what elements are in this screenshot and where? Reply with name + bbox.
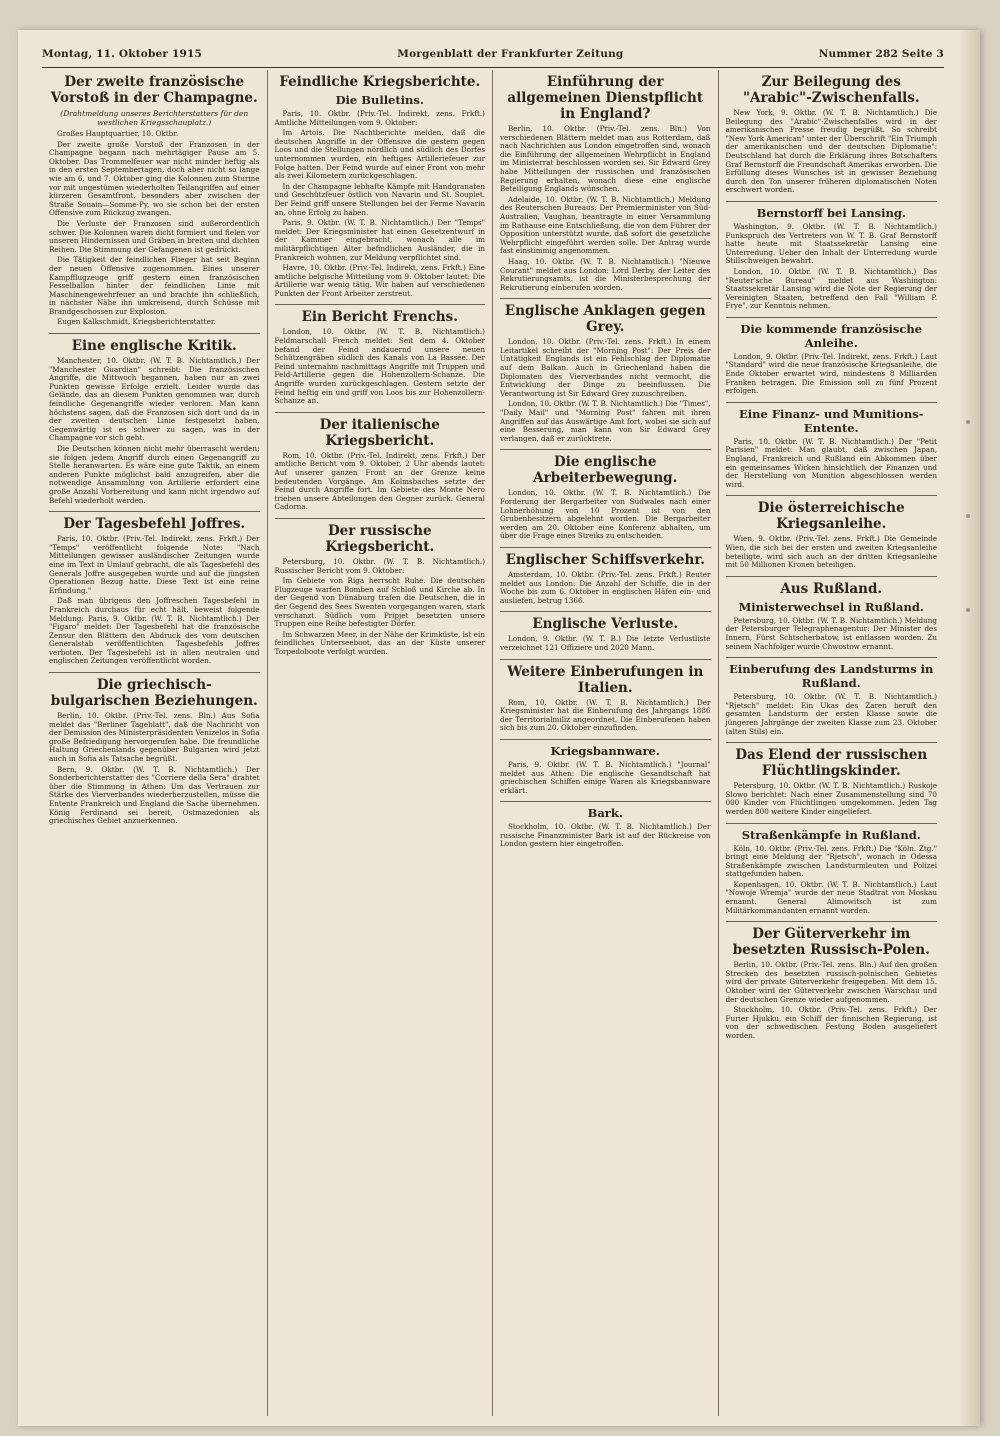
article-paragraph: Paris, 10. Oktbr. (W. T. B. Nichtamtlich.) Der "Petit Parisien" meldet: Man glaubt, daß zwischen Japan, England, Frankreich und Rußland ein Abkommen über ein gemeinsames Wirken hinsichtlich der Finanzen und der Herstellung von Munition abgeschlossen werden wird. — [725, 436, 937, 489]
article-paragraph: Die Tätigkeit der feindlichen Flieger hat seit Beginn der neuen Offensive zugenommen. Eines unserer Kampfflugzeuge griff gestern einen französischen Fesselballon hinter der feindlichen Linie mit Maschinengewehrfeuer an und brachte ihn schließlich, in nächster Nähe ihn umkreisend, durch Schüsse mit Brandgeschossen zur Explosion. — [49, 255, 260, 316]
article-divider — [500, 739, 711, 740]
article-note: (Drahtmeldung unseres Berichterstatters für den westlichen Kriegsschauplatz.) — [60, 109, 249, 127]
article-divider — [49, 511, 260, 512]
article-headline: Ein Bericht Frenchs. — [301, 309, 458, 326]
article-paragraph: Havre, 10. Oktbr. (Priv.-Tel. Indirekt, zens. Frkft.) Eine amtliche belgische Mitteilung vom 9. Oktober lautet: Die Artillerie war wenig tätig. Wir haben auf verschiedenen Punkten der Front Arbeiter zerstreut. — [274, 263, 485, 298]
article-divider — [49, 333, 260, 334]
article-paragraph: Washington, 9. Oktbr. (W. T. B. Nichtamtlich.) Funkspruch des Vertreters von W. T. B. Graf Bernstorff hatte heute mit Staatssekretär Lansing eine Unterredung. Ueber den Inhalt der Unterredung wurde Stillschweigen bewahrt. — [725, 221, 937, 266]
article-paragraph: Paris, 10. Oktbr. (Priv.-Tel. Indirekt, zens. Frkft.) Der "Temps" veröffentlicht folgende Note: "Nach Mitteilungen gewisser ausländischer Zeitungen wurde eine im Text in Umlauf gebracht, die als Tagesbefehl des Generals Joffre ausgegeben wurde und auf die jüngsten Operationen Bezug hatte. Diese Text ist eine reine Erfindung." — [49, 534, 260, 595]
article-paragraph: Stockholm, 10. Oktbr. (Priv.-Tel. zens. Frkft.) Der Furier Hjukku, ein Schiff der finnischen Regierung, ist von der schwedischen Festung Boden ausgeliefert worden. — [725, 1005, 937, 1040]
article-paragraph: London, 10. Oktbr. (Priv.-Tel. zens. Frkft.) In einem Leitartikel schreibt der "Morning Post": Der Preis der Untätigkeit Englands ist ein Fehlschlag der Diplomatie auf dem Balkan. Auch in Griechenland haben die Diplomaten des Vierverbandes nicht vermocht, die Entwicklung der Dinge zu beeinflussen. Die Verantwortung ist Sir Edward Grey zuzuschreiben. — [500, 337, 711, 398]
article-paragraph: Die Deutschen können nicht mehr überrascht werden; sie folgen jedem Angriff durch einen Gegenangriff zu Stelle heranwarten. Es wäre eine gute Taktik, an einem anderen Punkte möglichst bald anzugreifen, aber die notwendige Ansammlung von Artillerie erfordert eine große Anzahl Vorbereitung und kann nicht irgendwo auf Befehl wiederholt werden. — [49, 444, 260, 505]
article-divider — [500, 659, 711, 660]
article-divider — [726, 402, 938, 403]
article — [500, 806, 711, 849]
article-paragraph: Im Schwarzen Meer, in der Nähe der Krimküste, ist ein feindliches Unterseeboot, das an der Küste unserer Torpedoboote verfolgt wurden. — [274, 629, 485, 656]
article — [275, 74, 486, 298]
article-paragraph: London, 9. Oktbr. (W. T. B.) Die letzte Verlustliste verzeichnet 121 Offiziere und 2020 Mann. — [500, 634, 711, 652]
article-paragraph: Berlin, 10. Oktbr. (Priv.-Tel. zens. Bln.) Aus Sofia meldet das "Berliner Tageblatt", daß die Nachricht von der Demission des Ministerpräsidenten Venizelos in Sofia große Befriedigung hervorgerufen habe. Die freundliche Haltung Griechenlands gegenüber Bulgarien wird jetzt auch in Sofia als Tatsache begrüßt. — [49, 711, 260, 764]
article-divider — [500, 611, 711, 612]
article — [49, 338, 260, 505]
masthead-number: Nummer 282 Seite 3 — [818, 48, 944, 60]
article-paragraph: New York, 9. Oktbr. (W. T. B. Nichtamtlich.) Die Beilegung des "Arabic"-Zwischenfalles wird in der amerikanischen Presse freudig begrüßt. So schreibt "New York American" unter der Überschrift "Ein Triumph der amerikanischen und der deutschen Diplomatie": Deutschland hat durch die Erklärung ihres Botschafters Graf Bernstorff die Freundschaft Amerikas erworben. Die Erfüllung dieses Wunsches ist in gewisser Beziehung durch den Ton unserer früheren diplomatischen Noten erschwert worden. — [725, 108, 937, 195]
article-divider — [726, 823, 938, 824]
article-divider — [726, 495, 938, 496]
columns — [42, 70, 944, 1416]
article-paragraph: London, 10. Oktbr. (W. T. B. Nichtamtlich.) Feldmarschall French meldet: Seit dem 4. Oktober befand der Feind andauernd unsere neuen Schützengräben südlich des Kanals von La Bassée. Der Feind unternahm nachmittags Angriffe mit Truppen und Feld-Artillerie gegen die Hohenzollern-Schanze. Die Angriffe wurden zurückgeschlagen. Gestern setzte der Feind heftig ein und griff von Loos bis zur Hohenzollern-Schanze an. — [274, 327, 485, 406]
article-subhead: Straßenkämpfe in Rußland. — [741, 827, 921, 842]
article-paragraph: Berlin, 10. Oktbr. (Priv.-Tel. zens. Bln.) Auf den großen Strecken des besetzten russisch-polnischen Gebietes wird der private Güterverkehr freigegeben. Mit dem 15. Oktober wird der Güterverkehr zwischen Warschau und der deutschen Grenze wieder aufgenommen. — [725, 960, 937, 1004]
article-paragraph: Amsterdam, 10. Oktbr. (Priv.-Tel. zens. Frkft.) Reuter meldet aus London: Die Anzahl der Schiffe, die in der Woche bis zum 6. Oktober in englischen Häfen ein- und ausliefen, betrug 1366. — [500, 569, 711, 605]
article — [275, 309, 486, 405]
article-subhead: Bernstorff bei Lansing. — [756, 205, 906, 220]
article-divider — [726, 576, 938, 577]
article-divider — [275, 518, 486, 519]
article-subhead: Bark. — [587, 806, 623, 821]
article-paragraph: Petersburg, 10. Oktbr. (W. T. B. Nichtamtlich.) Ruskoje Slowo berichtet: Nach einer Zusammenstellung sind 70 000 Kinder von Flüchtlingen umgekommen. Jeden Tag werden 800 weitere Kinder eingeliefert. — [725, 781, 937, 816]
article-subhead: Einberufung des Landsturms in Rußland. — [729, 662, 934, 691]
article-headline: Der italienische Kriegsbericht. — [319, 416, 440, 449]
article — [49, 516, 260, 666]
article-paragraph: In der Champagne lebhafte Kämpfe mit Handgranaten und Geschützfeuer östlich von Navarin und St. Souplet. Der Feind griff unsere Stellungen bei der Ferme Navarin an, ohne Erfolg zu haben. — [274, 181, 485, 217]
article-paragraph: Paris, 10. Oktbr. (Priv.-Tel. Indirekt, zens. Frkft.) Amtliche Mitteilungen vom 9. Oktober: — [274, 109, 485, 127]
newspaper-page — [18, 30, 980, 1426]
article-paragraph: Haag, 10. Oktbr. (W. T. B. Nichtamtlich.) "Nieuwe Courant" meldet aus London: Lord Derby, der Leiter des Rekrutierungsamts, ist die Ministerbesprechung der Rekrutierung einberufen worden. — [500, 256, 711, 292]
article-headline: Die englische Arbeiterbewegung. — [533, 454, 678, 487]
article-paragraph: Petersburg, 10. Oktbr. (W. T. B. Nichtamtlich.) "Rjetsch" meldet: Ein Ukas des Zaren beruft den gesamten Landsturm der ersten Klasse sowie die jüngeren Jahrgänge der zweiten Klasse zum 23. Oktober (alten Stils) ein. — [725, 692, 937, 736]
article-divider — [500, 449, 711, 450]
article-divider — [726, 657, 938, 658]
column-1 — [42, 70, 268, 1416]
article-headline: Englischer Schiffsverkehr. — [505, 551, 705, 568]
article — [49, 74, 260, 327]
article-divider — [500, 801, 711, 802]
article-divider — [500, 547, 711, 548]
article — [500, 454, 711, 541]
article-paragraph: Im Artois. Die Nachtberichte melden, daß die deutschen Angriffe in der Offensive die gestern gegen Loos und die Stellungen nördlich und südlich des Dorfes unternommen wurden, ein heftiges Artilleriefeuer zur Folge hatten. Der Feind wurde auf einer Front von mehr als zwei Kilometern zurückgeschlagen. — [274, 128, 485, 181]
article-paragraph: Manchester, 10. Oktbr. (W. T. B. Nichtamtlich.) Der "Manchester Guardian" schreibt: Die französischen Angriffe, die Mittwoch begannen, haben nur an zwei Punkten gewisse Erfolge erzielt. Leider wurde das Gelände, das an diesem Punkten genommen war, durch feindliche Gegenangriffe wieder verloren. Man kann höchstens sagen, daß die Franzosen sich dort und da in der zweiten deutschen Linie festgesetzt haben. Gegenwärtig ist es schwer zu sagen, was in der Champagne vor sich geht. — [49, 356, 260, 443]
column-4 — [719, 70, 945, 1416]
article-headline: Englische Anklagen gegen Grey. — [504, 303, 706, 336]
article — [500, 552, 711, 605]
article-divider — [500, 298, 711, 299]
article — [726, 926, 938, 1040]
article — [726, 500, 938, 569]
binding-marks — [966, 330, 976, 702]
article-paragraph: Kopenhagen, 10. Oktbr. (W. T. B. Nichtamtlich.) Laut "Nowoje Wremja" wurde der neue Stadtrat von Moskau ernannt. General Alimowitsch ist zum Militärkommandanten ernannt worden. — [725, 879, 937, 915]
article — [726, 322, 938, 396]
article-paragraph: Berlin, 10. Oktbr. (Priv.-Tel. zens. Bln.) Von verschiedenen Blättern meldet man aus Rotterdam, daß nach Nachrichten aus London eingetroffen sind, wonach die Einführung der allgemeinen Wehrpflicht in England im Ministerrat beschlossen worden sei. Sir Edward Grey habe Mitteilungen der russischen und französischen Regierung erhalten, wonach diese eine englische Beteiligung Englands wünschen. — [500, 124, 711, 194]
article-subhead: Ministerwechsel in Rußland. — [738, 599, 924, 614]
binding-mark — [966, 608, 970, 612]
article-headline: Die österreichische Kriegsanleihe. — [757, 500, 905, 533]
article-headline: Aus Rußland. — [780, 580, 883, 597]
article-subhead: Eine Finanz- und Munitions-Entente. — [739, 406, 924, 435]
article-paragraph: Petersburg, 10. Oktbr. (W. T. B. Nichtamtlich.) Russischer Bericht vom 9. Oktober: — [274, 556, 485, 575]
column-3 — [493, 70, 719, 1416]
article — [726, 747, 938, 816]
article — [275, 417, 486, 512]
masthead-paper: Morgenblatt der Frankfurter Zeitung — [397, 48, 624, 60]
article-headline: Zur Beilegung des "Arabic"-Zwischenfalls. — [742, 74, 920, 106]
article-paragraph: Der zweite große Vorstoß der Franzosen in der Champagne begann nach mehrtägiger Pause am 5. Oktober. Das Trommelfeuer war nicht minder heftig als in den ersten Septembertagen, doch aber nicht so lange wie am 6. und 7. Oktober ging die Kolonnen zum Sturme vor mit ungestümen wiederholten Teilangriffen auf einer kürzeren Gesamtfront, besonders aber zwischen der Straße Souain—Somme-Py, wo sie schon bei der ersten Offensive zum Rückzug zwangen. — [49, 139, 260, 218]
article-paragraph: London, 10. Oktbr. (W. T. B. Nichtamtlich.) Die "Times", "Daily Mail" und "Morning Post" fahren mit ihren Angriffen auf das Auswärtige Amt fort, wobei sie sich auf eine Besserung, man kann von Sir Edward Grey verlangen, daß er zurücktrete. — [500, 399, 711, 443]
article-paragraph: Adelaide, 10. Oktbr. (W. T. B. Nichtamtlich.) Meldung des Reuterschen Bureaus: Der Premierminister von Süd-Australien, Vaughan, beantragte in einer Versammlung im Rathause eine Entschließung, die von dem Führer der Opposition unterstützt wurde, daß sofort die gesetzliche Wehrpflicht eingeführt werden solle. Der Antrag wurde fast einstimmig angenommen. — [500, 194, 711, 256]
article-headline: Weitere Einberufungen in Italien. — [507, 663, 704, 696]
article-paragraph: Daß man übrigens den Joffreschen Tagesbefehl in Frankreich durchaus für echt hält, beweist folgende Meldung: Paris, 9. Oktbr. (W. T. B. Nichtamtlich.) Der "Figaro" meldet: Der Tagesbefehl hat die französische Zensur den Blättern den Abdruck des vom deutschen Generalstab veröffentlichten Tagesbefehls Joffres verboten. Der Tagesbefehl ist in allen neutralen und englischen Zeitungen veröffentlicht worden. — [49, 596, 260, 666]
article — [500, 616, 711, 652]
article — [500, 744, 711, 795]
article-paragraph: Die Verluste der Franzosen sind außerordentlich schwer. Die Kolonnen waren dicht formiert und fielen vor unseren Hindernissen und Gräben in breiten und dichten Reihen. Die Stimmung der Gefangenen ist gedrückt. — [49, 218, 260, 254]
article-divider — [49, 672, 260, 673]
page-edge-shadow — [958, 30, 980, 1426]
article-paragraph: Bern, 9. Oktbr. (W. T. B. Nichtamtlich.) Der Sonderberichterstatter des "Corriere della Sera" drahtet über die Stimmung in Athen: Um das Vertrauen zur Stärke des Vierverbandes wiederherzustellen, müsse die Entente Frankreich und England die Sache übernehmen. König Ferdinand sei bereit, Ostmazedonien als griechisches Gebiet anzuerkennen. — [49, 764, 260, 826]
article-paragraph: Paris, 9. Oktbr. (W. T. B. Nichtamtlich.) Der "Temps" meldet: Der Kriegsminister hat einen Gesetzentwurf in der Kammer eingebracht, wonach alle im militärpflichtigen Alter befindlichen Ausländer, die in Frankreich wohnen, zur Meldung verpflichtet sind. — [274, 218, 485, 262]
article — [726, 662, 938, 736]
article — [726, 206, 938, 311]
article-headline: Einführung der allgemeinen Dienstpflicht in England? — [507, 74, 704, 122]
article-paragraph: London, 10. Oktbr. (W. T. B. Nichtamtlich.) Die Forderung der Bergarbeiter von Südwales nach einer Lohnerhöhung von 10 Prozent ist von den Grubenbesitzern abgelehnt worden. Die Bergarbeiter werden am 20. Oktober eine Konferenz abhalten, um über die Frage eines Streiks zu entscheiden. — [500, 488, 711, 541]
article — [726, 828, 938, 916]
article-subhead: Kriegsbannware. — [550, 743, 660, 758]
article-paragraph: Petersburg, 10. Oktbr. (W. T. B. Nichtamtlich.) Meldung der Petersburger Telegraphenagentur: Der Minister des Innern, Fürst Schtscherbatow, ist entlassen worden. Zu seinem Nachfolger wurde Chwostow ernannt. — [725, 615, 937, 651]
article — [49, 677, 260, 826]
article-paragraph: Großes Hauptquartier, 10. Oktbr. — [57, 129, 179, 138]
article-headline: Der zweite französische Vorstoß in der Champagne. — [50, 74, 258, 106]
article-paragraph: London, 9. Oktbr. (Priv.-Tel. Indirekt, zens. Frkft.) Laut "Standard" wird die neue französische Kriegsanleihe, die Ende Oktober erwartet wird, mindestens 8 Milliarden Franken betragen. Die Emission soll zu fünf Prozent erfolgen. — [725, 351, 937, 396]
article-divider — [726, 921, 938, 922]
article-divider — [275, 304, 486, 305]
article — [500, 664, 711, 733]
article-paragraph: Wien, 9. Oktbr. (Priv.-Tel. zens. Frkft.) Die Gemeinde Wien, die sich bei der ersten und zweiten Kriegsanleihe beteiligte, wird sich auch an der dritten Kriegsanleihe mit 50 Millionen Kronen beteiligen. — [725, 534, 937, 570]
article-paragraph: Paris, 9. Oktbr. (W. T. B. Nichtamtlich.) "Journal" meldet aus Athen: Die englische Gesandtschaft hat griechischen Schiffen einige Waren als Kriegsbannware erklärt. — [500, 759, 711, 795]
article — [726, 407, 938, 490]
article-paragraph: Im Gebiete von Riga herrscht Ruhe. Die deutschen Flugzeuge warfen Bomben auf Schloß und Kirche ab. In der Gegend von Dünaburg trafen die Deutschen, die in der Gegend des Sees Swenten vorgegangen waren, stark verschanzt. Südlich vom Pripjet besetzten unsere Truppen eine Reihe befestigter Dörfer. — [274, 576, 485, 629]
masthead-date: Montag, 11. Oktober 1915 — [42, 48, 202, 60]
article-headline: Der Tagesbefehl Joffres. — [63, 516, 246, 533]
article — [500, 303, 711, 443]
article — [500, 74, 711, 292]
article-divider — [726, 742, 938, 743]
article-paragraph: Eugen Kalkschmidt, Kriegsberichterstatter. — [57, 317, 216, 327]
article-paragraph: Köln, 10. Oktbr. (Priv.-Tel. zens. Frkft.) Die "Köln. Ztg." bringt eine Meldung der "Rjetsch", wonach in Odessa Straßenkämpfe zwischen Landsturmleuten und Polizei stattgefunden haben. — [725, 843, 937, 879]
article-paragraph: London, 10. Oktbr. (W. T. B. Nichtamtlich.) Das "Reuter'sche Bureau" meldet aus Washington: Staatssekretär Lansing wird die Note der Regierung der Vereinigten Staaten, betreffend den Fall "William P. Frye", zur Kenntnis nehmen. — [725, 266, 937, 311]
article-paragraph: Stockholm, 10. Oktbr. (W. T. B. Nichtamtlich.) Der russische Finanzminister Bark ist auf der Rückreise von London gestern hier eingetroffen. — [500, 822, 711, 849]
article — [726, 74, 938, 195]
article-headline: Feindliche Kriegsberichte. — [279, 74, 481, 90]
article-divider — [726, 317, 938, 318]
binding-mark — [966, 514, 970, 518]
article-divider — [275, 412, 486, 413]
article-paragraph: Rom, 10. Oktbr. (W. T. B. Nichtamtlich.) Der Kriegsminister hat die Einberufung des Jahrgangs 1886 der Territorialmiliz angeordnet. Die Einberufenen haben sich bis zum 20. Oktober einzufinden. — [500, 697, 711, 733]
article-paragraph: Rom, 10. Oktbr. (Priv.-Tel. Indirekt, zens. Frkft.) Der amtliche Bericht vom 9. Oktober, 2 Uhr abends lautet: Auf unserer ganzen Front an der Grenze keine bedeutenden Vorgänge. Am Kolmsbaches setzte der Feind durch Angriffe fort. Im Gebiete des Monte Nero trieben unsere Abteilungen den Gegner zurück. General Cadorna. — [274, 450, 485, 512]
column-2 — [268, 70, 494, 1416]
article-headline: Der russische Kriegsbericht. — [325, 522, 435, 555]
article-headline: Eine englische Kritik. — [71, 338, 237, 355]
article-subhead: Die kommende französische Anleihe. — [740, 321, 923, 350]
article — [726, 581, 938, 651]
article-headline: Das Elend der russischen Flüchtlingskinder. — [735, 747, 928, 780]
article-headline: Die griechisch-bulgarischen Beziehungen. — [50, 677, 258, 710]
article-headline: Der Güterverkehr im besetzten Russisch-Polen. — [732, 926, 930, 959]
article-divider — [726, 201, 938, 202]
article — [275, 523, 486, 657]
article-headline: Englische Verluste. — [532, 616, 679, 633]
binding-mark — [966, 420, 970, 424]
article-subhead: Die Bulletins. — [335, 93, 424, 107]
masthead — [42, 44, 944, 68]
